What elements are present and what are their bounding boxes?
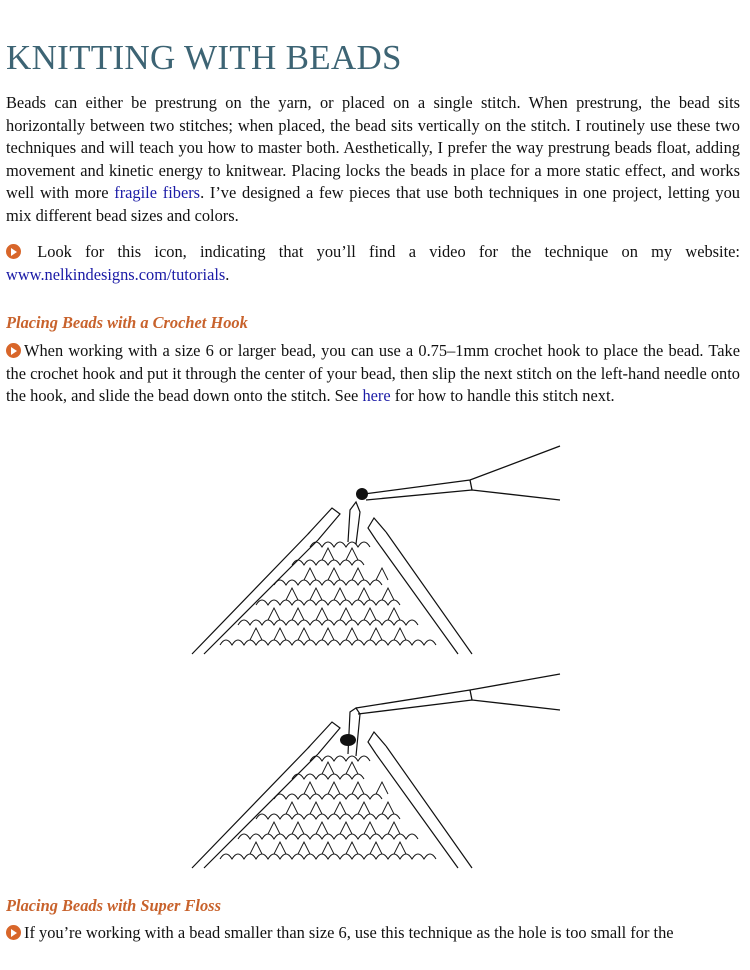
video-play-icon <box>6 244 21 259</box>
crochet-hook-heading: Placing Beads with a Crochet Hook <box>6 313 248 332</box>
video-play-icon[interactable] <box>6 343 21 358</box>
video-play-icon[interactable] <box>6 925 21 940</box>
crochet-hook-illustration-2 <box>190 668 562 872</box>
crochet-hook-illustration-1 <box>190 440 562 658</box>
super-floss-text: If you’re working with a bead smaller than size 6, use this technique as the hole is too small for the <box>24 923 674 942</box>
super-floss-paragraph <box>6 922 740 945</box>
video-note-text: Look for this icon, indicating that you’ll find a video for the technique on my website: <box>37 242 740 261</box>
here-link[interactable]: here <box>362 386 391 405</box>
fragile-fibers-link[interactable]: fragile fibers <box>114 183 201 202</box>
video-note-paragraph <box>6 241 740 286</box>
knitted-fabric-2 <box>192 708 472 868</box>
intro-paragraph <box>6 92 740 227</box>
intro-text: Beads can either be prestrung on the yarn, or placed on a single stitch. When prestrung, the bead sits horizontally between two stitches; when placed, the bead sits vertically on the stitch. I routinely use these two techniques and will teach you how to master both. Aesthetically, I prefer the way prestrung beads float, adding movement and kinetic energy to knitwear. Placing locks the beads in place for a more static effect, and works well with more <box>6 93 740 202</box>
page-title: KNITTING WITH BEADS <box>6 38 402 77</box>
bead-2 <box>340 734 356 746</box>
video-note-period: . <box>225 264 230 284</box>
crochet-hook-1 <box>364 446 560 500</box>
crochet-hook-2 <box>356 674 560 714</box>
bead-1 <box>356 488 368 500</box>
tutorials-link[interactable]: www.nelkindesigns.com/tutorials <box>6 264 226 284</box>
intro-text-end: . I’ve designed a few pieces that use both techniques in one project, letting you mix different bead sizes and colors. <box>6 183 740 225</box>
crochet-text: When working with a size 6 or larger bead, you can use a 0.75–1mm crochet hook to place the bead. Take the crochet hook and put it through the center of your bead, then slip the next stitch on the left-hand needle onto the hook, and slide the bead down onto the stitch. See <box>6 341 740 405</box>
crochet-hook-paragraph <box>6 340 740 408</box>
crochet-text-end: for how to handle this stitch next. <box>390 386 615 405</box>
knitted-fabric-1 <box>192 502 472 654</box>
super-floss-heading: Placing Beads with Super Floss <box>6 896 221 915</box>
